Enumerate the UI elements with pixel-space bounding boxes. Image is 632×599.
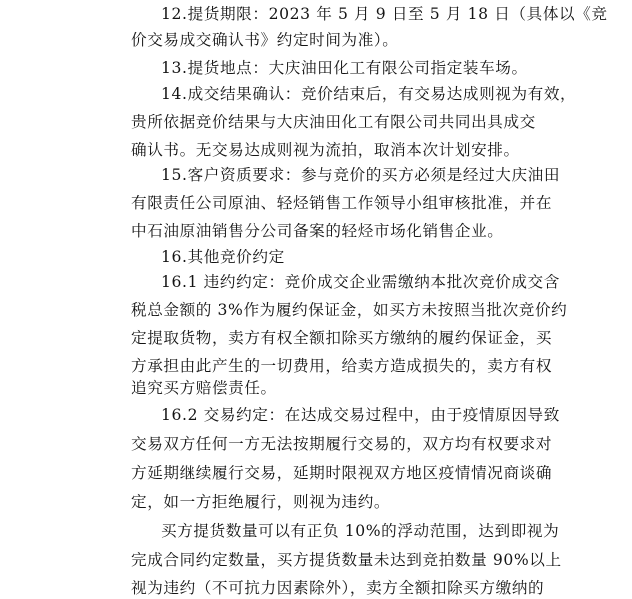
text-line: 完成合同约定数量，买方提货数量未达到竞拍数量 90%以上 — [131, 551, 562, 569]
text-line: 税总金额的 3%作为履约保证金，如买方未按照当批次竞价约 — [131, 301, 568, 319]
text-line: 确认书。无交易达成则视为流拍，取消本次计划安排。 — [131, 141, 520, 159]
text-line: 贵所依据竞价结果与大庆油田化工有限公司共同出具成交 — [131, 113, 536, 131]
text-line: 12.提货期限：2023 年 5 月 9 日至 5 月 18 日（具体以《竞 — [161, 5, 608, 23]
text-line: 中石油原油销售分公司备案的轻烃市场化销售企业。 — [131, 222, 504, 240]
text-line: 方承担由此产生的一切费用，给卖方造成损失的，卖方有权 — [131, 357, 553, 375]
text-line: 视为违约（不可抗力因素除外），卖方全额扣除买方缴纳的 — [131, 579, 545, 597]
text-line: 价交易成交确认书》约定时间为准）。 — [131, 31, 399, 49]
text-line: 16.2 交易约定：在达成交易过程中，由于疫情原因导致 — [161, 406, 560, 424]
text-line: 定提取货物，卖方有权全额扣除买方缴纳的履约保证金，买 — [131, 329, 553, 347]
section-heading: 16.其他竞价约定 — [161, 248, 285, 266]
text-line: 交易双方任何一方无法按期履行交易的，双方均有权要求对 — [131, 435, 553, 453]
text-line: 方延期继续履行交易，延期时限视双方地区疫情情况商谈确 — [131, 464, 553, 482]
text-line: 15.客户资质要求：参与竞价的买方必须是经过大庆油田 — [161, 166, 561, 184]
text-line: 买方提货数量可以有正负 10%的浮动范围，达到即视为 — [161, 522, 560, 540]
text-line: 16.1 违约约定：竞价成交企业需缴纳本批次竞价成交含 — [161, 273, 560, 291]
text-line: 13.提货地点：大庆油田化工有限公司指定装车场。 — [161, 59, 528, 77]
text-line: 定，如一方拒绝履行，则视为违约。 — [131, 493, 391, 511]
text-line: 追究买方赔偿责任。 — [131, 379, 277, 397]
text-line: 有限责任公司原油、轻烃销售工作领导小组审核批准，并在 — [131, 194, 553, 212]
text-line: 14.成交结果确认：竞价结束后，有交易达成则视为有效， — [161, 85, 577, 103]
